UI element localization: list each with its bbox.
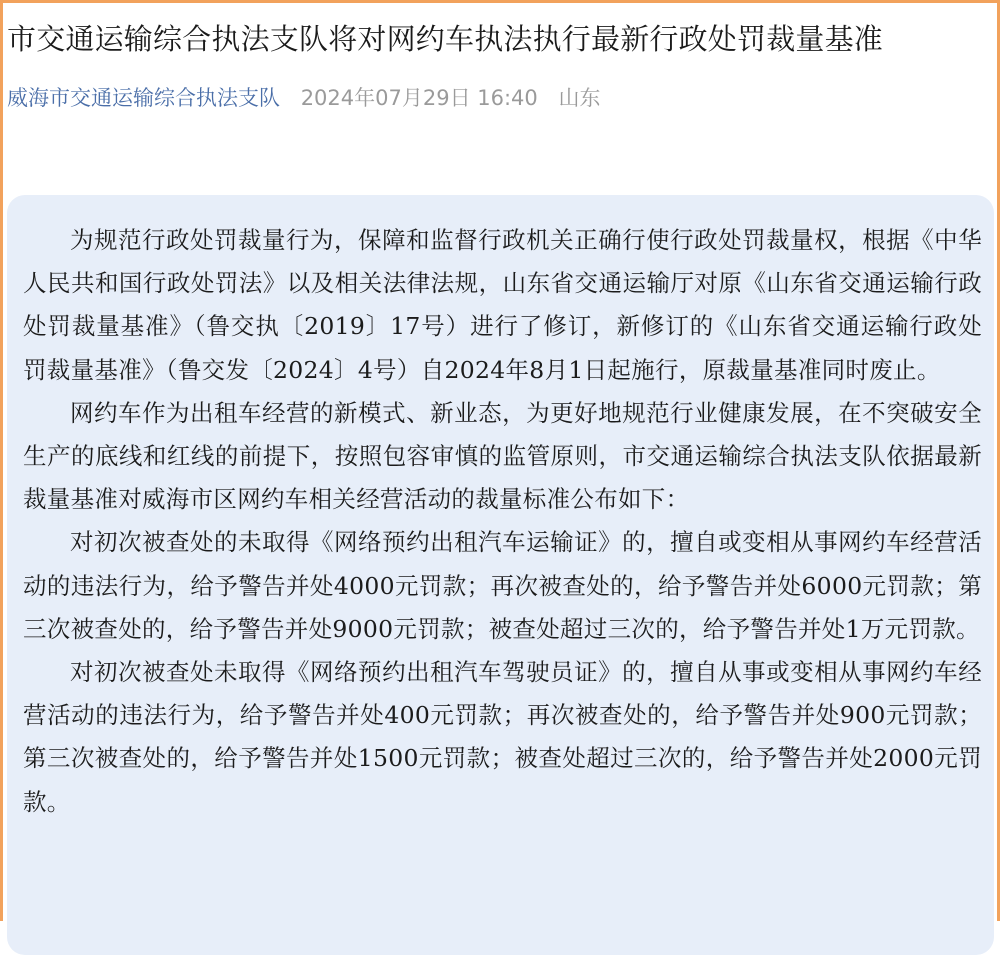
article-content-card [7,195,994,955]
article-paragraph: 对初次被查处未取得《网络预约出租汽车驾驶员证》的，擅自从事或变相从事网约车经营活动的违法行为，给予警告并处400元罚款；再次被查处的，给予警告并处900元罚款；第三次被查处的，给予警告并处1500元罚款；被查处超过三次的，给予警告并处2000元罚款。 [23,658,982,816]
article-region: 山东 [558,86,601,110]
article-paragraph: 网约车作为出租车经营的新模式、新业态，为更好地规范行业健康发展，在不突破安全生产的底线和红线的前提下，按照包容审慎的监管原则，市交通运输综合执法支队依据最新裁量基准对威海市区网约车相关经营活动的裁量标准公布如下： [23,398,982,514]
article-meta [7,81,600,115]
article-paragraph: 对初次被查处的未取得《网络预约出租汽车运输证》的，擅自或变相从事网约车经营活动的违法行为，给予警告并处4000元罚款；再次被查处的，给予警告并处6000元罚款；第三次被查处的，给予警告并处9000元罚款；被查处超过三次的，给予警告并处1万元罚款。 [23,528,982,643]
article-date: 2024年07月29日 16:40 [300,86,538,110]
article-paragraph: 为规范行政处罚裁量行为，保障和监督行政机关正确行使行政处罚裁量权，根据《中华人民共和国行政处罚法》以及相关法律法规，山东省交通运输厅对原《山东省交通运输行政处罚裁量基准》（鲁交执〔2019〕17号）进行了修订，新修订的《山东省交通运输行政处罚裁量基准》（鲁交发〔2024〕4号）自2024年8月1日起施行，原裁量基准同时废止。 [23,226,982,384]
article-title: 市交通运输综合执法支队将对网约车执法执行最新行政处罚裁量基准 [7,22,884,56]
article-source-link[interactable]: 威海市交通运输综合执法支队 [7,86,280,110]
